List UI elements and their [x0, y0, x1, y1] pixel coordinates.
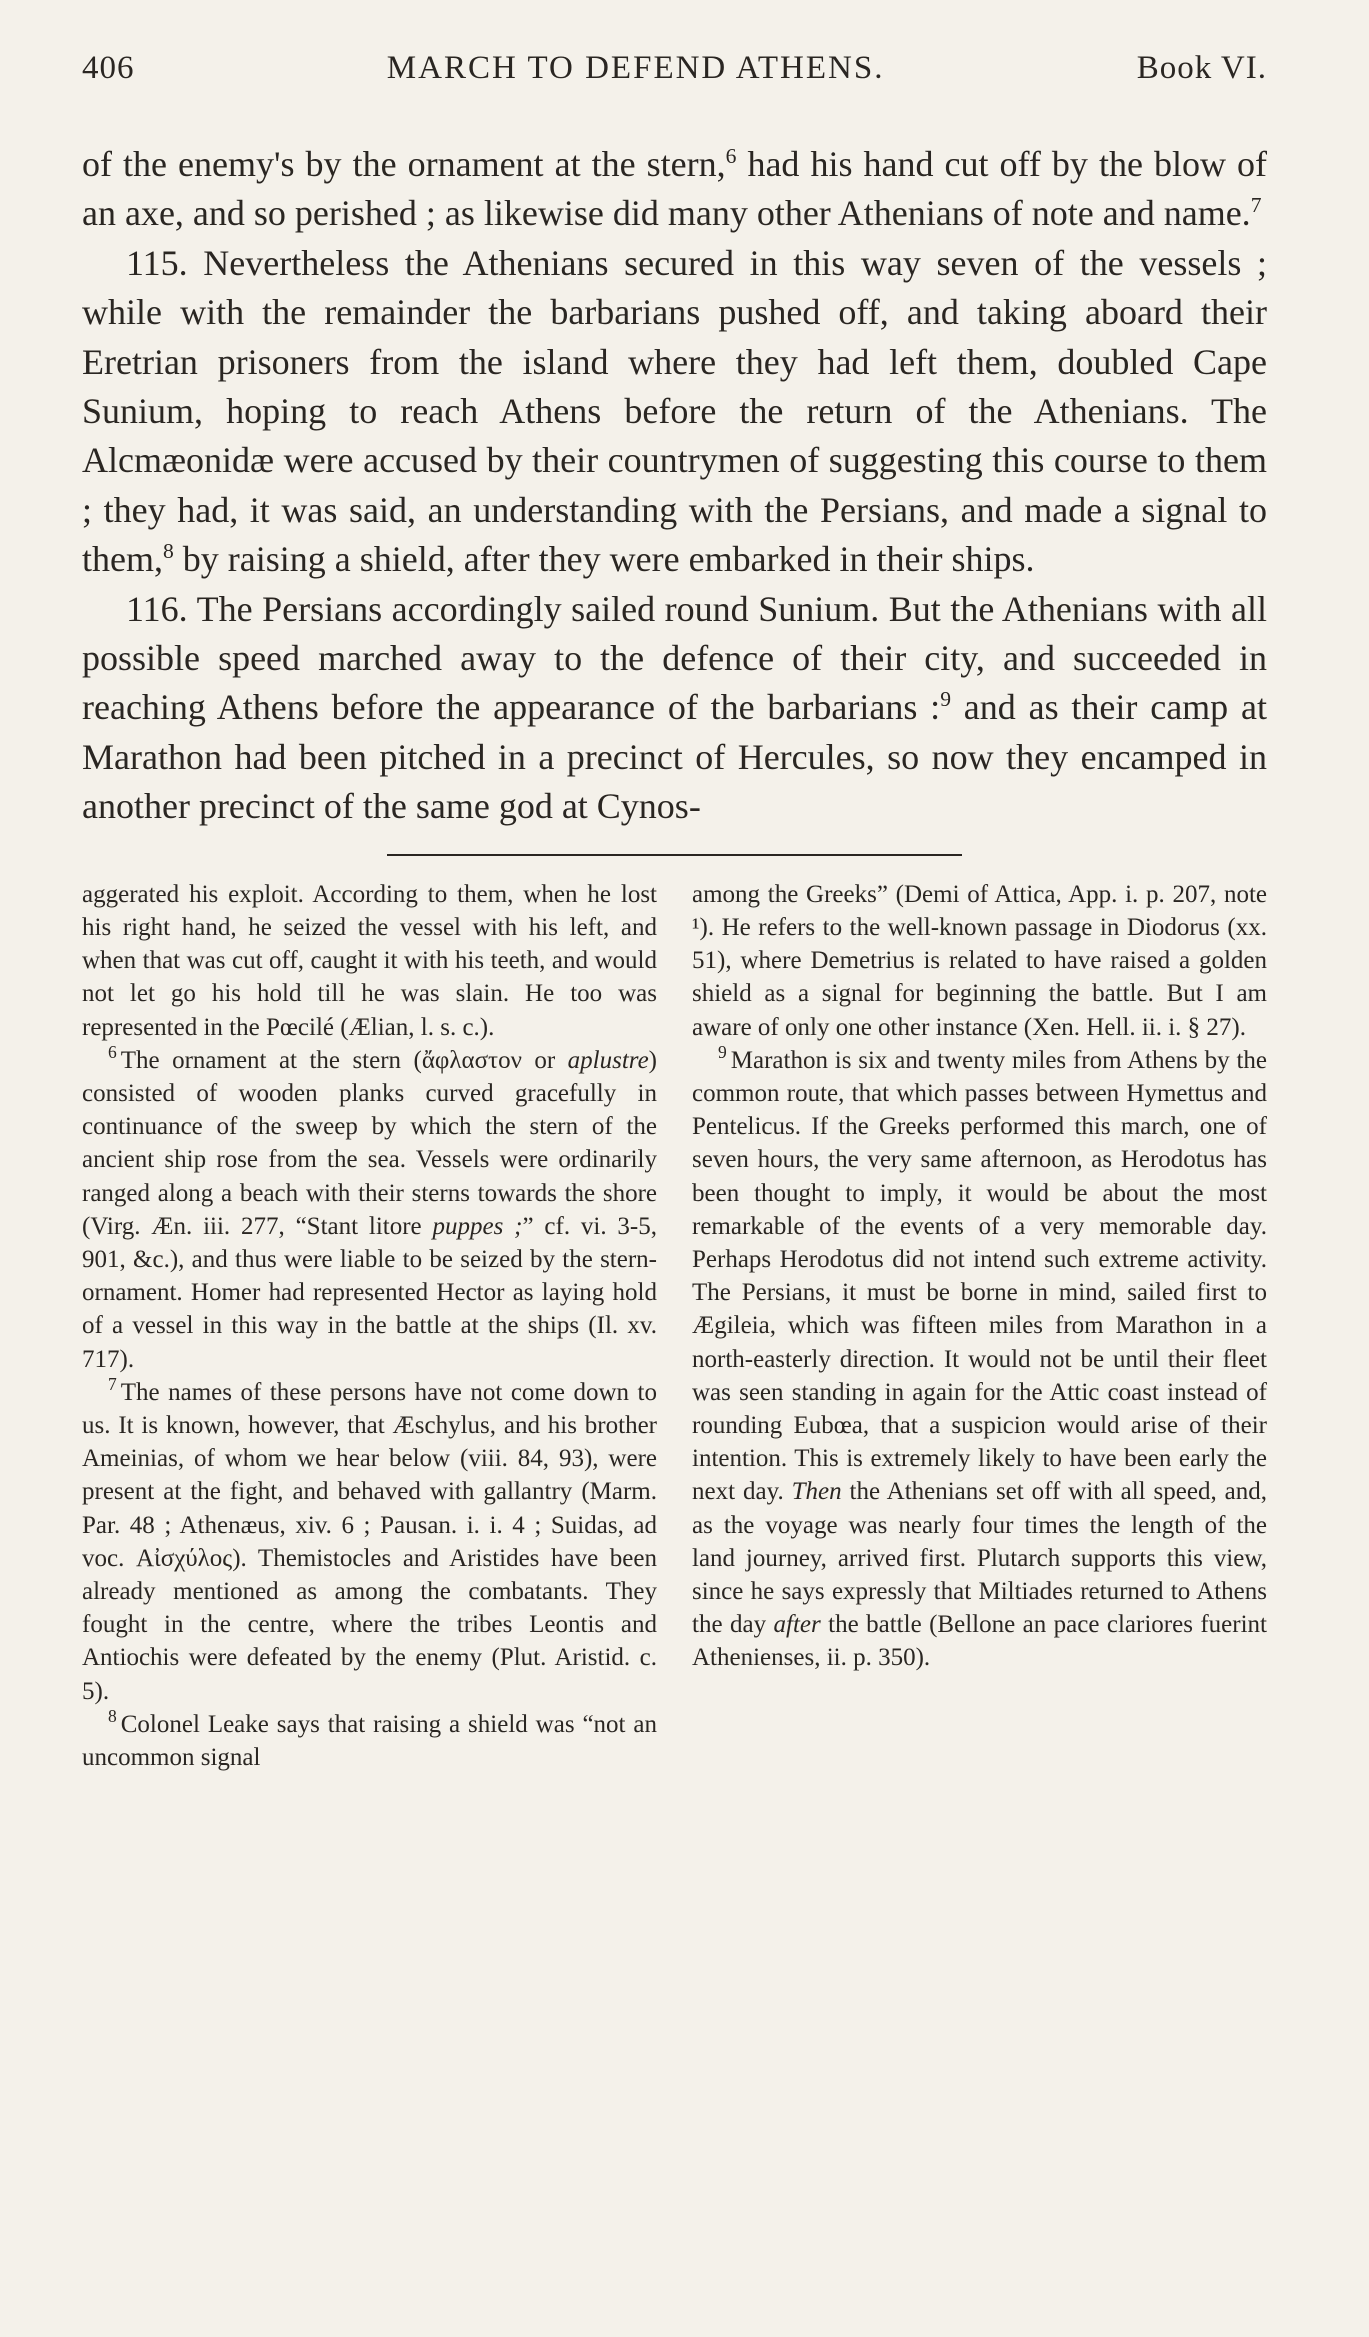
footnote-number: 8: [108, 1706, 117, 1727]
footnote-ref-9: 9: [940, 687, 951, 712]
footnote-column-left: [82, 878, 657, 1774]
text-run: the Athenians set off with all speed, and, as the voyage was nearly four times the length of the land journey, arrived first. Plutarch supports this view, since he says expressly that Miltiades returned to Athens the day: [692, 1478, 1268, 1639]
footnote-divider: [387, 854, 962, 856]
italic-run: after: [773, 1611, 821, 1639]
footnote-column-right: [692, 878, 1267, 1774]
text-run: 115. Nevertheless the Athenians secured in this way seven of the vessels ; while with the remainder the barbarians pushed off, and taking aboard their Eretrian prisoners from the island where they had left them, doubled Cape Sunium, hoping to reach Athens before the return of the Athenians. The Alcmæonidæ were accused by their countrymen of suggesting this course to them ; they had, it was said, an understanding with the Persians, and made a signal to them,: [82, 242, 1267, 580]
footnote-7: [82, 1376, 657, 1708]
italic-run: aplustre: [567, 1046, 649, 1074]
footnote-6: [82, 1044, 657, 1376]
text-run: The ornament at the stern (ἄφλαστον or: [120, 1046, 568, 1074]
footnotes: [82, 878, 1267, 1774]
text-run: by raising a shield, after they were embarked in their ships.: [173, 539, 1035, 580]
footnote-number: 6: [108, 1042, 117, 1063]
footnote-continuation: among the Greeks” (Demi of Attica, App. i. p. 207, note ¹). He refers to the well-known passage in Diodorus (xx. 51), where Demetrius is related to have raised a golden shield as a signal for beginning the battle. But I am aware of only one other instance (Xen. Hell. ii. i. § 27).: [692, 880, 1267, 1041]
text-run: had his hand cut off by the blow of an axe, and so perished ; as likewise did many other Athenians of note and name.: [82, 144, 1267, 234]
main-text: [82, 140, 1267, 832]
footnote-9: [692, 1044, 1267, 1675]
book-page: [82, 50, 1267, 1774]
text-run: and as their camp at Marathon had been pitched in a precinct of Hercules, so now they encamped in another precinct of the same god at Cynos-: [82, 687, 1267, 827]
footnote-ref-6: 6: [725, 144, 737, 168]
text-run: ” cf. vi. 3-5, 901, &c.), and thus were liable to be seized by the stern-ornament. Homer had represented Hector as laying hold of a vessel in this way in the battle at the ships (Il. xv. 717).: [82, 1212, 657, 1373]
footnote-ref-8: 8: [162, 539, 174, 564]
italic-run: puppes ;: [432, 1212, 523, 1240]
running-title: MARCH TO DEFEND ATHENS.: [386, 50, 885, 86]
footnote-number: 7: [108, 1374, 117, 1395]
running-header: [82, 50, 1267, 106]
book-label: Book VI.: [1136, 50, 1267, 86]
paragraph-116: [82, 585, 1267, 832]
text-run: of the enemy's by the ornament at the stern,: [82, 144, 726, 184]
text-run: Colonel Leake says that raising a shield was “not an uncommon signal: [82, 1710, 657, 1771]
text-run: Marathon is six and twenty miles from Athens by the common route, that which passes between Hymettus and Pentelicus. If the Greeks performed this march, one of seven hours, the very same afternoon, as Herodotus has been thought to imply, it would be about the most remarkable of the events of a very memorable day. Perhaps Herodotus did not intend such extreme activity. The Persians, it must be borne in mind, sailed first to Ægileia, which was fifteen miles from Marathon in a north-easterly direction. It would not be until their fleet was seen standing in again for the Attic coast instead of rounding Eubœa, that a suspicion would arise of their intention. This is extremely likely to have been early the next day.: [692, 1046, 1267, 1506]
text-run: the battle (Bellone an pace clariores fuerint Athenienses, ii. p. 350).: [692, 1611, 1267, 1672]
text-run: The names of these persons have not come down to us. It is known, however, that Æschylus, and his brother Ameinias, of whom we hear below (viii. 84, 93), were present at the fight, and behaved with gallantry (Marm. Par. 48 ; Athenæus, xiv. 6 ; Pausan. i. i. 4 ; Suidas, ad voc. Αἰσχύλος). Themistocles and Aristides have been already mentioned as among the combatants. They fought in the centre, where the tribes Leontis and Antiochis were defeated by the enemy (Plut. Aristid. c. 5).: [82, 1378, 657, 1705]
text-run: 116. The Persians accordingly sailed round Sunium. But the Athenians with all possible speed marched away to the defence of their city, and succeeded in reaching Athens before the appearance of the barbarians :: [82, 588, 1267, 728]
paragraph-115: [82, 239, 1267, 585]
footnote-continuation: aggerated his exploit. According to them, when he lost his right hand, he seized the vessel with his left, and when that was cut off, caught it with his teeth, and would not let go his hold till he was slain. He too was represented in the Pœcilé (Ælian, l. s. c.).: [82, 880, 657, 1041]
text-run: ) consisted of wooden planks curved gracefully in continuance of the sweep by which the stern of the ancient ship rose from the sea. Vessels were ordinarily ranged along a beach with their sterns towards the shore (Virg. Æn. iii. 277, “Stant litore: [82, 1046, 657, 1240]
footnote-ref-7: 7: [1250, 193, 1262, 218]
page-number: 406: [82, 50, 135, 86]
footnote-8: [82, 1708, 657, 1774]
footnote-number: 9: [718, 1042, 727, 1063]
paragraph-continued: [82, 140, 1267, 239]
italic-run: Then: [791, 1478, 842, 1506]
